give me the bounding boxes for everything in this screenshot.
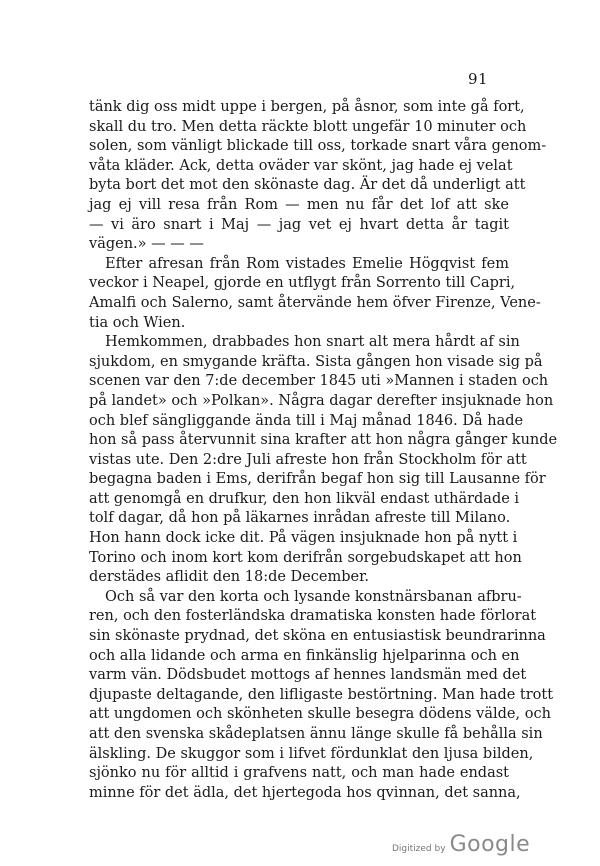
text-line: djupaste deltagande, den lifligaste bestörtning. Man hade trott [89, 686, 554, 703]
text-line: solen, som vänligt blickade till oss, torkade snart våra genom- [89, 138, 547, 155]
text-line: Hemkommen, drabbades hon snart alt mera hårdt af sin [105, 334, 520, 351]
text-line: Och så var den korta och lysande konstnärsbanan afbru- [105, 588, 522, 605]
text-line: på landet» och »Polkan». Några dagar derefter insjuknade hon [89, 392, 554, 409]
text-line: Torino och inom kort kom derifrån sorgebudskapet att hon [89, 549, 522, 566]
text-line: vistas ute. Den 2:dre Juli afreste hon från Stockholm för att [89, 451, 527, 468]
text-line: Amalfi och Salerno, samt återvände hem öfver Firenze, Vene- [89, 294, 541, 311]
text-line: skall du tro. Men detta räckte blott ungefär 10 minuter och [89, 118, 527, 135]
text-line: ren, och den fosterländska dramatiska konsten hade förlorat [89, 608, 537, 625]
page-number: 91 [468, 70, 489, 88]
text-line: scenen var den 7:de december 1845 uti »Mannen i staden och [89, 373, 549, 390]
text-line: och alla lidande och arma en finkänslig hjelparinna och en [89, 647, 520, 664]
text-line: och blef sängliggande ända till i Maj månad 1846. Då hade [89, 412, 524, 429]
text-line: älskling. De skuggor som i lifvet fördunklat den ljusa bilden, [89, 745, 534, 762]
text-line: hon så pass återvunnit sina krafter att hon några gånger kunde [89, 432, 558, 449]
text-line: våta kläder. Ack, detta oväder var skönt, jag hade ej velat [89, 157, 513, 174]
text-line: derstädes aflidit den 18:de December. [89, 569, 370, 586]
text-line: tolf dagar, då hon på läkarnes inrådan afreste till Milano. [89, 510, 511, 527]
text-line: sjukdom, en smygande kräfta. Sista gången hon visade sig på [89, 353, 543, 370]
watermark-prefix: Digitized by [392, 844, 446, 854]
digitized-by-watermark [392, 832, 530, 857]
text-line: tia och Wien. [89, 314, 186, 331]
text-line: sin skönaste prydnad, det sköna en entusiastisk beundrarinna [89, 628, 546, 645]
text-line: tänk dig oss midt uppe i bergen, på åsnor, som inte gå fort, [89, 99, 525, 115]
text-line: att ungdomen och skönheten skulle besegra dödens välde, och [89, 706, 551, 723]
text-line: begagna baden i Ems, derifrån begaf hon sig till Lausanne för [89, 471, 546, 488]
text-line: vägen.» — — — [89, 236, 204, 253]
text-line: sjönko nu för alltid i grafvens natt, och man hade endast [89, 765, 509, 782]
text-line: varm vän. Dödsbudet mottogs af hennes landsmän med det [89, 667, 527, 684]
body-text [89, 98, 558, 803]
text-line: jag ej vill resa från Rom — men nu får det lof att ske [89, 196, 509, 213]
text-line: — vi äro snart i Maj — jag vet ej hvart detta år tagit [89, 216, 509, 233]
text-line: Hon hann dock icke dit. På vägen insjuknade hon på nytt i [89, 530, 518, 547]
google-logo: Google [449, 832, 531, 857]
text-line: byta bort det mot den skönaste dag. Är det då underligt att [89, 177, 526, 194]
text-line: Efter afresan från Rom vistades Emelie Högqvist fem [105, 255, 509, 272]
text-line: veckor i Neapel, gjorde en utflygt från Sorrento till Capri, [89, 275, 516, 292]
text-line: minne för det ädla, det hjertegoda hos qvinnan, det sanna, [89, 784, 521, 801]
text-line: att den svenska skådeplatsen ännu länge skulle få behålla sin [89, 726, 543, 742]
text-line: att genomgå en drufkur, den hon likväl endast uthärdade i [89, 490, 520, 507]
